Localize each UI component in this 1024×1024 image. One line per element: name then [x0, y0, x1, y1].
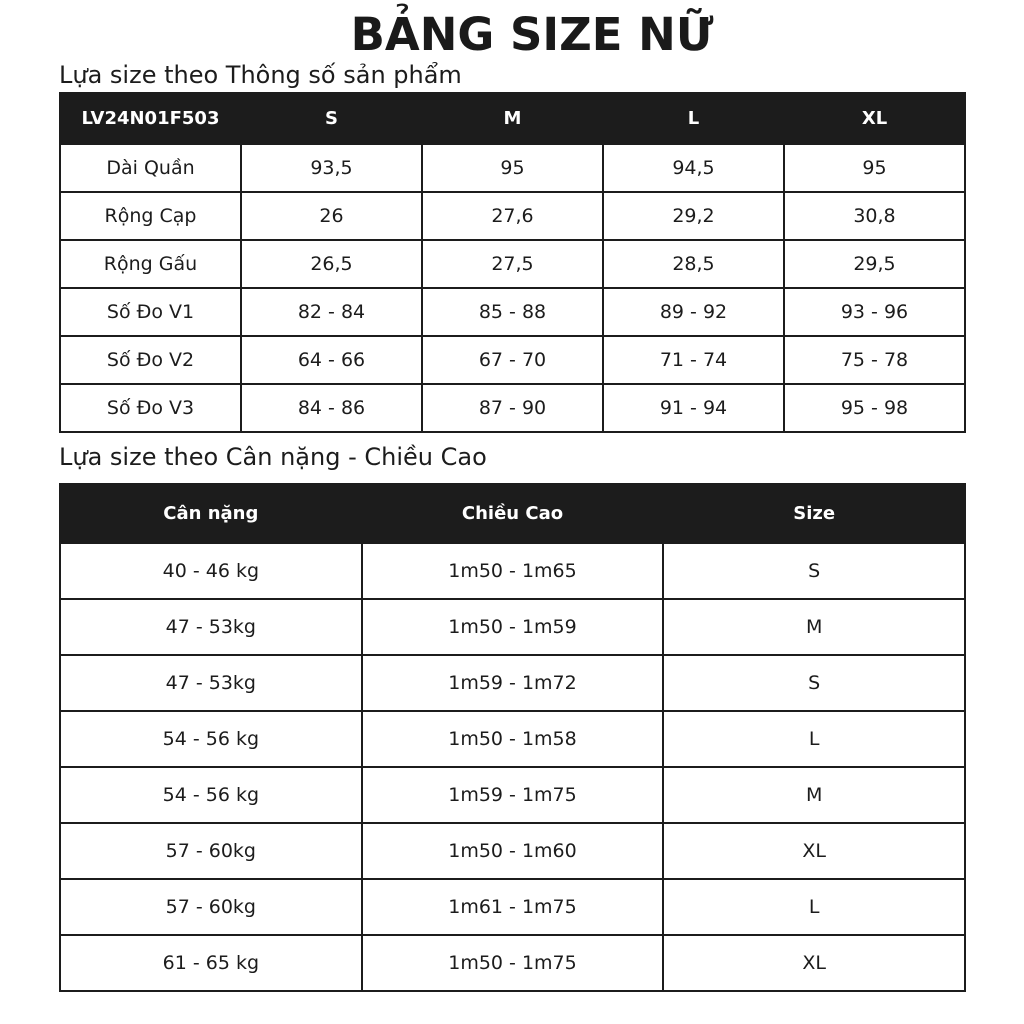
table-cell: 84 - 86 [241, 384, 422, 432]
table-row [60, 384, 965, 432]
weight-cell: 61 - 65 kg [60, 935, 362, 991]
table-cell: 95 [422, 144, 603, 192]
table-cell: 75 - 78 [784, 336, 965, 384]
weight-height-table-header [60, 484, 965, 543]
table-row [60, 240, 965, 288]
size-cell: S [663, 543, 965, 599]
section-title-weight-height: Lựa size theo Cân nặng - Chiều Cao [59, 443, 487, 471]
size-cell: XL [663, 823, 965, 879]
table-row [60, 288, 965, 336]
weight-cell: 47 - 53kg [60, 655, 362, 711]
header-cell-weight: Cân nặng [60, 484, 362, 543]
row-label-cell: Rộng Gấu [60, 240, 241, 288]
table-cell: 89 - 92 [603, 288, 784, 336]
table-cell: 71 - 74 [603, 336, 784, 384]
product-size-table-header [60, 93, 965, 144]
table-cell: 82 - 84 [241, 288, 422, 336]
weight-cell: 47 - 53kg [60, 599, 362, 655]
table-cell: 94,5 [603, 144, 784, 192]
row-label-cell: Dài Quần [60, 144, 241, 192]
weight-cell: 54 - 56 kg [60, 711, 362, 767]
height-cell: 1m50 - 1m59 [362, 599, 664, 655]
table-cell: 26 [241, 192, 422, 240]
size-cell: S [663, 655, 965, 711]
row-label-cell: Số Đo V2 [60, 336, 241, 384]
size-cell: L [663, 879, 965, 935]
size-cell: XL [663, 935, 965, 991]
header-cell-size-s: S [241, 93, 422, 144]
table-cell: 85 - 88 [422, 288, 603, 336]
table-row [60, 192, 965, 240]
table-row [60, 711, 965, 767]
weight-height-table-body [60, 543, 965, 991]
table-cell: 93 - 96 [784, 288, 965, 336]
row-label-cell: Rộng Cạp [60, 192, 241, 240]
table-header-row [60, 484, 965, 543]
product-size-table-body [60, 144, 965, 432]
weight-cell: 40 - 46 kg [60, 543, 362, 599]
table-header-row [60, 93, 965, 144]
page-title: BẢNG SIZE NỮ [350, 8, 714, 61]
height-cell: 1m61 - 1m75 [362, 879, 664, 935]
header-cell-height: Chiều Cao [362, 484, 664, 543]
row-label-cell: Số Đo V3 [60, 384, 241, 432]
height-cell: 1m59 - 1m75 [362, 767, 664, 823]
weight-cell: 57 - 60kg [60, 823, 362, 879]
size-cell: M [663, 599, 965, 655]
height-cell: 1m50 - 1m60 [362, 823, 664, 879]
table-cell: 29,2 [603, 192, 784, 240]
table-cell: 95 - 98 [784, 384, 965, 432]
table-cell: 30,8 [784, 192, 965, 240]
height-cell: 1m50 - 1m75 [362, 935, 664, 991]
table-cell: 64 - 66 [241, 336, 422, 384]
table-cell: 27,5 [422, 240, 603, 288]
table-row [60, 655, 965, 711]
table-row [60, 599, 965, 655]
table-row [60, 935, 965, 991]
weight-cell: 54 - 56 kg [60, 767, 362, 823]
table-cell: 27,6 [422, 192, 603, 240]
header-cell-size-l: L [603, 93, 784, 144]
header-cell-size-m: M [422, 93, 603, 144]
height-cell: 1m59 - 1m72 [362, 655, 664, 711]
row-label-cell: Số Đo V1 [60, 288, 241, 336]
section-title-product-specs: Lựa size theo Thông số sản phẩm [59, 61, 462, 89]
table-cell: 87 - 90 [422, 384, 603, 432]
header-cell-size: Size [663, 484, 965, 543]
table-cell: 95 [784, 144, 965, 192]
table-row [60, 823, 965, 879]
table-row [60, 879, 965, 935]
height-cell: 1m50 - 1m65 [362, 543, 664, 599]
table-cell: 67 - 70 [422, 336, 603, 384]
table-cell: 91 - 94 [603, 384, 784, 432]
weight-cell: 57 - 60kg [60, 879, 362, 935]
table-cell: 26,5 [241, 240, 422, 288]
table-cell: 28,5 [603, 240, 784, 288]
height-cell: 1m50 - 1m58 [362, 711, 664, 767]
header-cell-product-code: LV24N01F503 [60, 93, 241, 144]
table-row [60, 543, 965, 599]
header-cell-size-xl: XL [784, 93, 965, 144]
size-cell: M [663, 767, 965, 823]
product-size-table [59, 92, 966, 433]
weight-height-size-table [59, 483, 966, 992]
table-row [60, 767, 965, 823]
table-cell: 29,5 [784, 240, 965, 288]
table-row [60, 336, 965, 384]
table-row [60, 144, 965, 192]
table-cell: 93,5 [241, 144, 422, 192]
size-cell: L [663, 711, 965, 767]
